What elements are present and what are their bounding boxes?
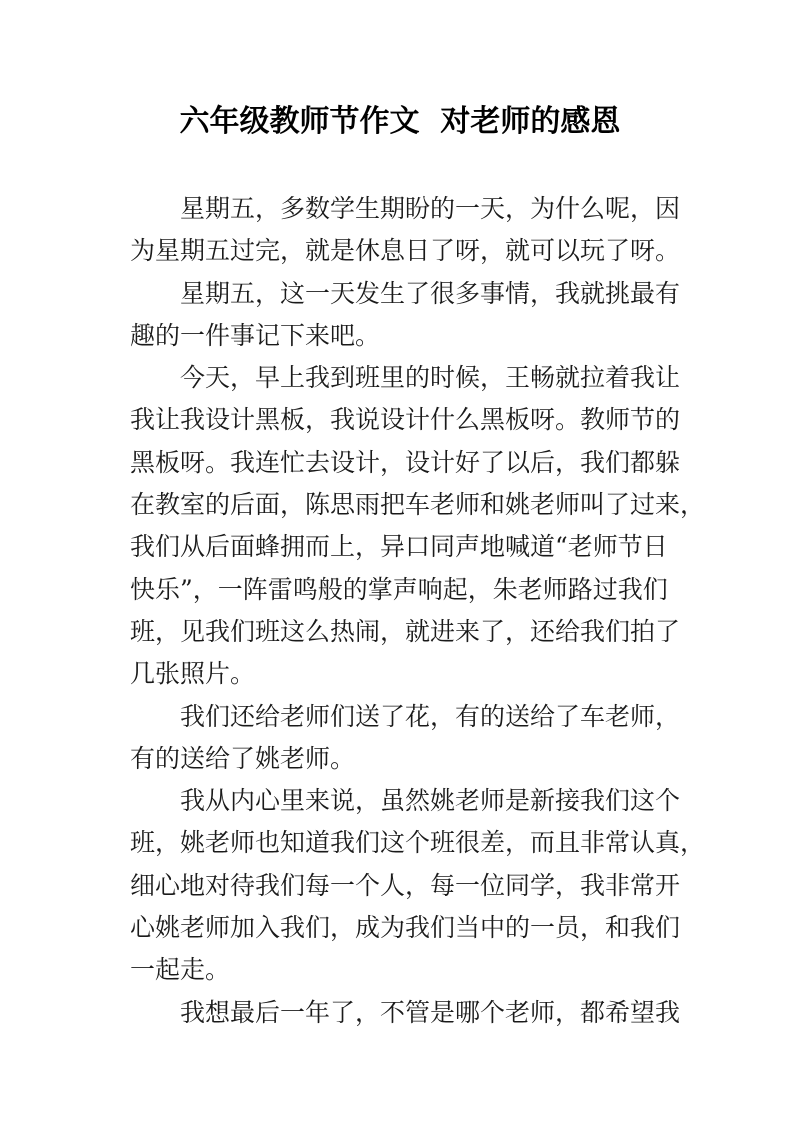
- text-line: 细心地对待我们每一个人，每一位同学，我非常开: [130, 870, 681, 900]
- paragraph-2: [130, 273, 680, 358]
- text-line: 快乐”，一阵雷鸣般的掌声响起，朱老师路过我们: [130, 574, 668, 604]
- text-line: 心姚老师加入我们，成为我们当中的一员，和我们: [130, 913, 681, 943]
- paragraph-6: [130, 992, 680, 1034]
- text-line: 我从内心里来说，虽然姚老师是新接我们这个: [180, 786, 681, 816]
- text-line: 今天，早上我到班里的时候，王畅就拉着我让: [180, 363, 681, 393]
- text-line: 班，姚老师也知道我们这个班很差，而且非常认真，: [130, 828, 706, 858]
- text-line: 为星期五过完，就是休息日了呀，就可以玩了呀。: [130, 236, 681, 266]
- text-line: 一起走。: [130, 955, 231, 985]
- paragraph-1: [130, 188, 680, 273]
- text-line: 我想最后一年了，不管是哪个老师，都希望我: [180, 997, 681, 1027]
- paragraph-3: [130, 357, 706, 695]
- text-line: 趣的一件事记下来吧。: [130, 320, 381, 350]
- paragraph-5: [130, 780, 706, 991]
- document-title: 六年级教师节作文 对老师的感恩: [179, 104, 621, 139]
- text-line: 在教室的后面，陈思雨把车老师和姚老师叫了过来，: [130, 490, 706, 520]
- paragraph-4: [130, 696, 680, 781]
- text-line: 几张照片。: [130, 659, 256, 689]
- text-line: 班，见我们班这么热闹，就进来了，还给我们拍了: [130, 616, 681, 646]
- text-line: 黑板呀。我连忙去设计，设计好了以后，我们都躲: [130, 447, 681, 477]
- text-line: 星期五，多数学生期盼的一天，为什么呢，因: [180, 194, 681, 223]
- text-line: 我让我设计黑板，我说设计什么黑板呀。教师节的: [130, 405, 681, 435]
- text-line: 我们从后面蜂拥而上，异口同声地喊道“老师节日: [130, 532, 668, 562]
- text-line: 星期五，这一天发生了很多事情，我就挑最有: [180, 278, 681, 308]
- text-line: 有的送给了姚老师。: [130, 743, 356, 773]
- document-body: [130, 188, 706, 1034]
- text-line: 我们还给老师们送了花，有的送给了车老师，: [180, 701, 681, 731]
